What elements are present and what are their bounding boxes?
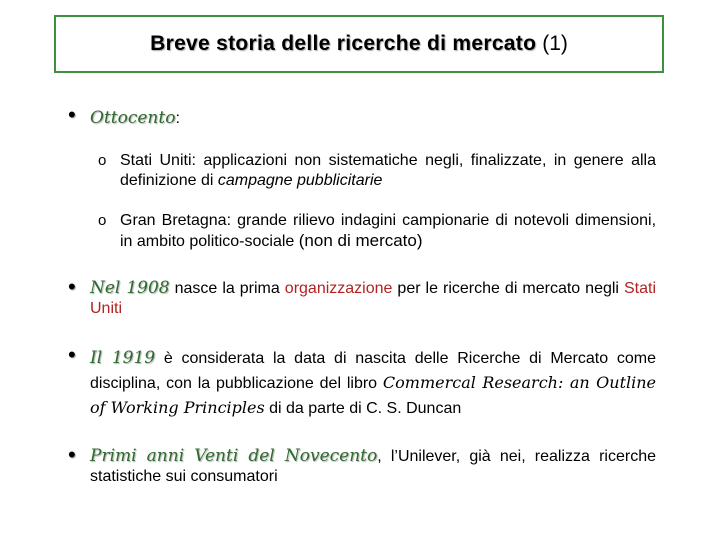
item-stati-uniti — [120, 151, 656, 191]
para-il-1919 — [90, 346, 656, 421]
item-gran-bretagna — [120, 211, 656, 252]
heading-primi-anni: Primi anni Venti del Novecento — [90, 446, 378, 466]
book-title: Commercal Research: an Outline of Working Principles — [90, 373, 657, 417]
text-primi-anni: , l’Unilever, già nei, realizza ricerche statistiche sui consumatori — [90, 448, 657, 485]
heading-ottocento — [90, 108, 670, 129]
heading-ottocento-suffix: : — [175, 110, 180, 127]
slide-title-number: (1) — [542, 32, 568, 55]
para-nel-1908 — [90, 278, 656, 319]
bullet-primi-anni: • — [68, 442, 76, 467]
red-stati-uniti: Stati Uniti — [90, 280, 657, 317]
heading-ottocento-label: Ottocento — [90, 108, 176, 128]
para-primi-anni — [90, 446, 656, 487]
bullet-ottocento: • — [68, 102, 76, 127]
title-box — [54, 15, 664, 73]
text-1919-a: è considerata la data di nascita delle Ricerche di Mercato come disciplina, con la pubblicazione del libro — [90, 350, 656, 392]
heading-il-1919: Il 1919 — [90, 348, 156, 368]
text-stati-uniti: : applicazioni non sistematiche negli, finalizzate, in genere alla definizione di — [120, 152, 656, 189]
italic-campagne: campagne pubblicitarie — [217, 172, 383, 189]
red-organizzazione: organizzazione — [284, 280, 393, 297]
text-gran-bretagna: : grande rilievo indagini campionarie di notevoli dimensioni, in ambito politico-sociale — [120, 212, 657, 250]
country-stati-uniti: Stati Uniti — [120, 152, 192, 169]
country-gran-bretagna: Gran Bretagna — [120, 212, 227, 229]
tail-non-di-mercato: (non di mercato) — [298, 231, 423, 250]
text-1908-a: nasce la prima — [169, 280, 285, 297]
sub-bullet-gran-bretagna: o — [98, 212, 107, 229]
text-1919-b: di da parte di C. S. Duncan — [264, 400, 462, 417]
bullet-nel-1908: • — [68, 274, 76, 299]
heading-nel-1908: Nel 1908 — [90, 278, 170, 298]
sub-bullet-stati-uniti: o — [98, 152, 107, 169]
bullet-il-1919: • — [68, 342, 76, 367]
text-1908-b: per le ricerche di mercato negli — [392, 280, 624, 297]
slide-title: Breve storia delle ricerche di mercato — [150, 32, 537, 55]
